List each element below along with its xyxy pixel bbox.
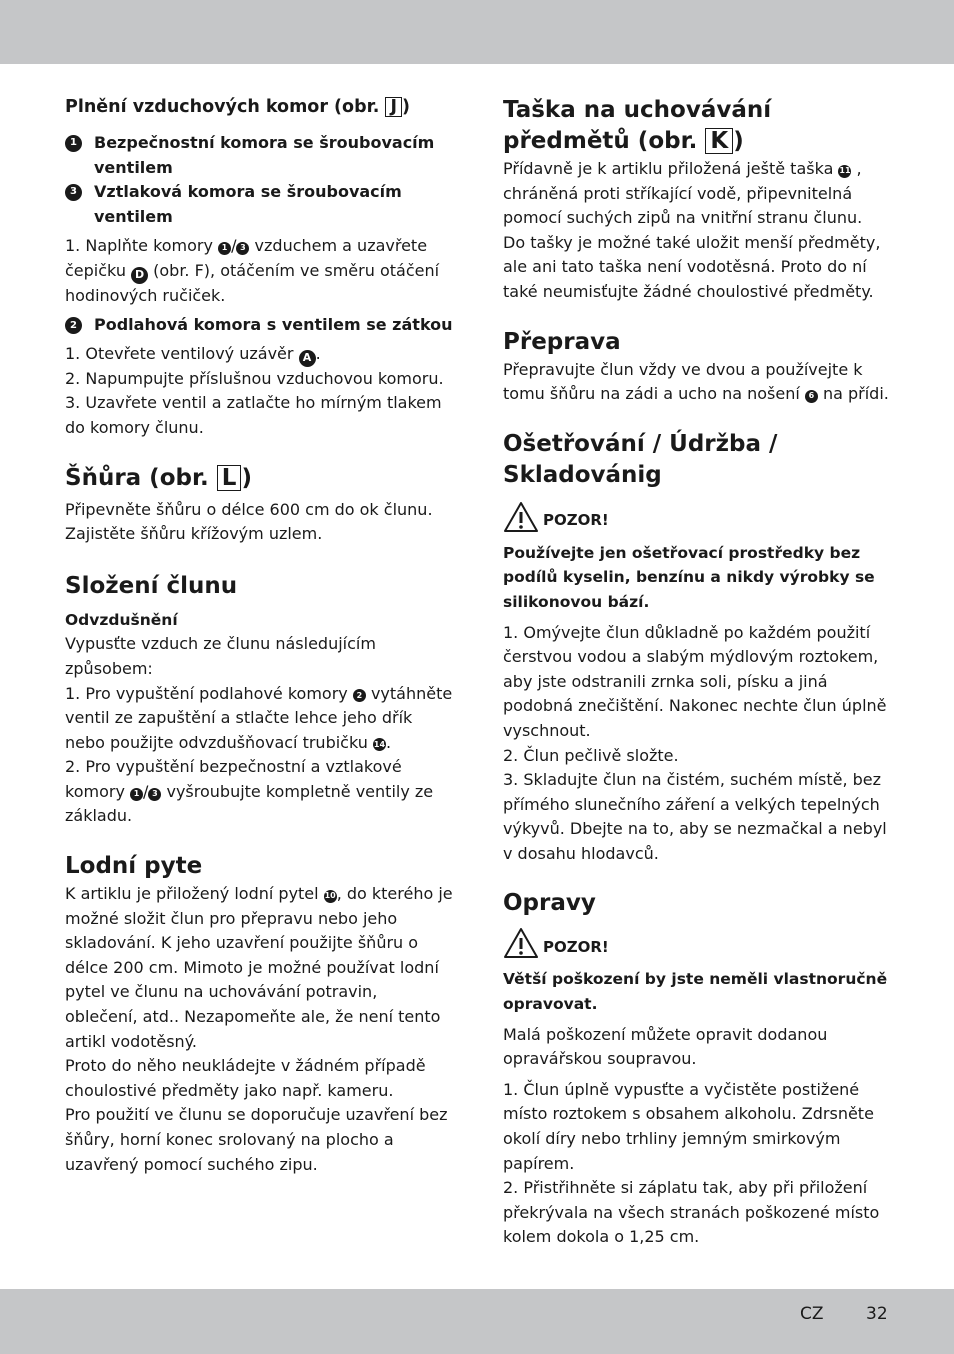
- right-column: [503, 95, 893, 1250]
- item-buoyancy-chamber: 3 Vztlaková komora se šroubovacím ventilem: [65, 180, 453, 229]
- valve-step-1: 1. Otevřete ventilový uzávěr A .: [65, 342, 453, 367]
- care-step-2: 2. Člun pečlivě složte.: [503, 745, 679, 765]
- rope-heading: Šňůra (obr. L ): [65, 464, 252, 491]
- care-warning: [503, 501, 893, 533]
- number-badge: 3: [65, 184, 82, 201]
- valve-step-3: 3. Uzavřete ventil a zatlačte ho mírným tlakem do komory člunu.: [65, 393, 442, 437]
- item-floor-chamber: 2 Podlahová komora s ventilem se zátkou: [65, 313, 453, 338]
- inflate-heading: Plnění vzduchových komor (obr. J ): [65, 97, 410, 117]
- fold-step-1: 1. Pro vypuštění podlahové komory 2 vytáhněte ventil ze zapuštění a stlačte lehce jeho dřík nebo použijte odvzdušňovací trubičku 14.: [65, 683, 453, 752]
- repair-warning-text: Větší poškození by jste neměli vlastnoručně opravovat.: [503, 970, 888, 1014]
- warning-label: POZOR!: [543, 937, 609, 956]
- valve-step-2: 2. Napumpujte příslušnou vzduchovou komoru.: [65, 368, 444, 388]
- number-badge: 2: [65, 317, 82, 334]
- repair-heading: Opravy: [503, 890, 596, 917]
- bag-heading: Lodní pyte: [65, 853, 203, 880]
- warning-icon: [503, 927, 539, 959]
- fold-subheading: Odvzdušnění: [65, 610, 178, 629]
- rope-text: Připevněte šňůru o délce 600 cm do ok člunu. Zajistěte šňůru křížovým uzlem.: [65, 499, 433, 544]
- transport-text: Přepravujte člun vždy ve dvou a používejte k tomu šňůru na zádi a ucho na nošení 6 na přídi.: [503, 359, 889, 404]
- repair-text: Malá poškození můžete opravit dodanou opravářskou soupravou.: [503, 1024, 828, 1069]
- repair-step-1: 1. Člun úplně vypusťte a vyčistěte postižené místo roztokem s obsahem alkoholu. Zdrsněte okolí díry nebo trhliny jemným smirkovým papírem.: [503, 1079, 874, 1173]
- care-heading: Ošetřování / Údržba / Skladovánig: [503, 430, 778, 488]
- transport-heading: Přeprava: [503, 328, 621, 355]
- figure-ref-l: L: [217, 465, 242, 491]
- care-warning-text: Používejte jen ošetřovací prostředky bez podílů kyselin, benzínu a nikdy výrobky se silikonovou bází.: [503, 543, 875, 611]
- storage-bag-text-2: Do tašky je možné také uložit menší předměty, ale ani tato taška není vodotěsná. Proto do ní také neumisťujte žádné choulostivé předměty.: [503, 232, 881, 301]
- care-step-3: 3. Skladujte člun na čistém, suchém místě, bez přímého slunečního záření a velkých tepelných výkyvů. Dbejte na to, aby se nezmačkal a nebyl v dosahu hlodavců.: [503, 770, 887, 863]
- bag-text-3: Pro použití ve člunu se doporučuje uzavření bez šňůry, horní konec srolovaný na plocho a uzavřený pomocí suchého zipu.: [65, 1105, 448, 1174]
- figure-ref-k: K: [705, 128, 733, 154]
- number-badge: 1: [65, 135, 82, 152]
- storage-bag-text-1: Přídavně je k artiklu přiložená ještě taška 11 , chráněná proti stříkající vodě, připevnitelná pomocí suchých zipů na vnitřní stranu člunu.: [503, 159, 863, 228]
- bag-text-2: Proto do něho neukládejte v žádném případě choulostivé předměty jako např. kameru.: [65, 1056, 426, 1100]
- figure-ref-j: J: [385, 97, 402, 117]
- fold-heading: Složení člunu: [65, 572, 238, 599]
- storage-bag-heading: Taška na uchovávání předmětů (obr. K ): [503, 97, 772, 154]
- item-safety-chamber: 1 Bezpečnostní komora se šroubovacím ventilem: [65, 131, 453, 180]
- page-number: 32: [866, 1304, 888, 1324]
- left-column: [65, 95, 453, 1177]
- bag-text-1: K artiklu je přiložený lodní pytel 10, do kterého je možné složit člun pro přepravu nebo jeho skladování. K jeho uzavření použijte šňůru o délce 200 cm. Mimoto je možné používat lodní pytel ve člunu na uchovávání potravin, oblečení, atd.. Nezapomeňte ale, že není tento artikl vodotěsný.: [65, 884, 453, 1051]
- care-step-1: 1. Omývejte člun důkladně po každém použití čerstvou vodou a slabým mýdlovým roztokem, aby jste odstranili zrnka soli, písku a jiná podobná znečištění. Nakonec nechte člun úplně vyschnout.: [503, 622, 887, 740]
- repair-step-2: 2. Přistřihněte si záplatu tak, aby při přiložení překrývala na všech stranách poškozené místo kolem dokola o 1,25 cm.: [503, 1178, 880, 1247]
- header-bar: [0, 0, 954, 64]
- inflate-step-1: 1. Naplňte komory 1 / 3 vzduchem a uzavřete čepičku D (obr. F), otáčením ve směru otáčení hodinových ručiček.: [65, 236, 440, 305]
- fold-intro: Vypusťte vzduch ze člunu následujícím způsobem:: [65, 634, 376, 678]
- fold-step-2: 2. Pro vypuštění bezpečnostní a vztlakové komory 1 / 3 vyšroubujte kompletně ventily ze základu.: [65, 757, 434, 826]
- warning-icon: [503, 501, 539, 533]
- warning-label: POZOR!: [543, 511, 609, 530]
- repair-warning: [503, 927, 893, 959]
- footer-language: CZ: [800, 1304, 824, 1324]
